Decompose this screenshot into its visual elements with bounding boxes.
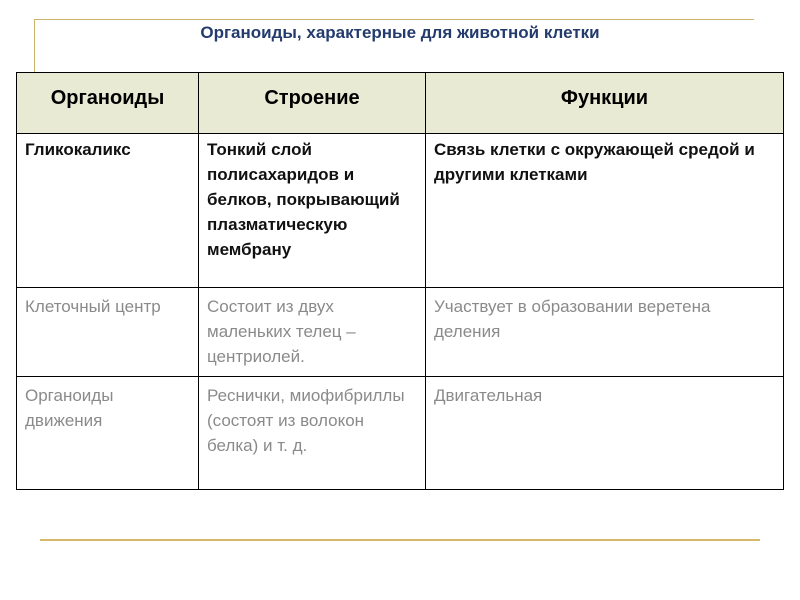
table-row — [17, 288, 784, 377]
header-structure: Строение — [199, 73, 426, 134]
cell-structure: Тонкий слой полисахаридов и белков, покрывающий плазматическую мембрану — [199, 134, 426, 288]
cell-function: Связь клетки с окружающей средой и другими клетками — [426, 134, 784, 288]
organoids-table — [16, 72, 784, 490]
cell-organoid: Гликокаликс — [17, 134, 199, 288]
header-organoids: Органоиды — [17, 73, 199, 134]
cell-structure: Состоит из двух маленьких телец – центриолей. — [199, 288, 426, 377]
bottom-decorative-line — [40, 539, 760, 541]
cell-structure: Реснички, миофибриллы (состоят из волокон белка) и т. д. — [199, 377, 426, 490]
cell-function: Участвует в образовании веретена деления — [426, 288, 784, 377]
cell-organoid: Органоиды движения — [17, 377, 199, 490]
table-row — [17, 377, 784, 490]
table-row — [17, 134, 784, 288]
table-header-row — [17, 73, 784, 134]
cell-organoid: Клеточный центр — [17, 288, 199, 377]
top-decorative-line — [34, 19, 754, 20]
cell-function: Двигательная — [426, 377, 784, 490]
slide-title: Органоиды, характерные для животной клетки — [200, 23, 600, 42]
header-functions: Функции — [426, 73, 784, 134]
